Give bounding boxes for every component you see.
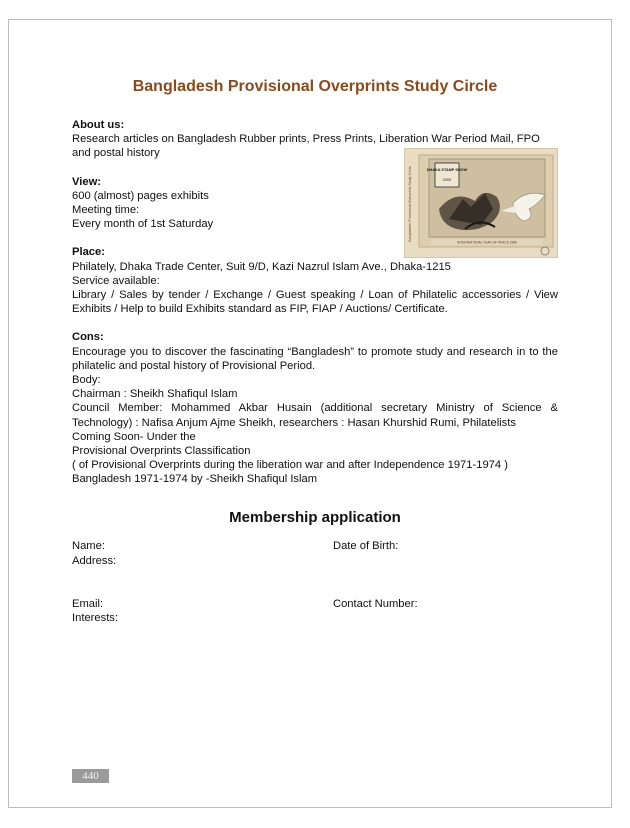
badge-text: DHAKA STAMP SHOW — [426, 168, 468, 172]
stamp-show-badge — [435, 163, 459, 187]
page-title: Bangladesh Provisional Overprints Study Circle — [132, 78, 498, 95]
body-label: Body: — [72, 374, 101, 387]
chairman-line: Chairman : Sheikh Shafiqul Islam — [72, 388, 238, 401]
address-label: Address: — [72, 555, 117, 567]
about-heading: About us: — [72, 119, 125, 131]
view-exhibits: 600 (almost) pages exhibits — [72, 189, 209, 202]
classification-line: Provisional Overprints Classification — [72, 445, 251, 458]
stamp-sheet-illustration — [405, 149, 558, 258]
dob-label: Date of Birth: — [333, 540, 399, 552]
about-text: Research articles on Bangladesh Rubber prints, Press Prints, Liberation War Period Mail, FPO and postal history — [72, 133, 540, 160]
name-label: Name: — [72, 540, 105, 552]
meeting-time-value: Every month of 1st Saturday — [72, 218, 214, 231]
place-address: Philately, Dhaka Trade Center, Suit 9/D, Kazi Nazrul Islam Ave., Dhaka-1215 — [72, 260, 451, 273]
period-line: ( of Provisional Overprints during the liberation war and after Independence 1971-1974 ) — [72, 459, 508, 472]
cons-intro: Encourage you to discover the fascinating “Bangladesh” to promote study and research in to the philatelic and postal history of Provisional Period. — [72, 345, 558, 372]
email-label: Email: — [72, 598, 104, 610]
page-number: 440 — [72, 769, 109, 783]
place-heading: Place: — [72, 246, 105, 259]
services-list: Library / Sales by tender / Exchange / Guest speaking / Loan of Philatelic accessories / View Exhibits / Help to build Exhibits standard as FIP, FIAP / Auctions/ Certificate. — [72, 289, 558, 316]
cons-heading: Cons: — [72, 331, 104, 344]
interests-label: Interests: — [72, 612, 119, 624]
stamp-caption: INTERNATIONAL YEAR OF PEACE 1986 — [457, 240, 517, 245]
view-heading: View: — [72, 175, 102, 188]
stamp-sheet-image — [404, 148, 558, 258]
council-line: Council Member: Mohammed Akbar Husain (additional secretary Ministry of Science & Technology) : Nafisa Anjum Ajme Sheikh, researchers : Hasan Khurshid Rumi, Philatelists — [72, 402, 558, 429]
stamp-side-text: Bangladesh Provisional Overprints Study Circle — [408, 166, 412, 242]
membership-heading: Membership application — [229, 509, 401, 526]
meeting-time-label: Meeting time: — [72, 204, 140, 217]
service-label: Service available: — [72, 274, 160, 287]
book-line: Bangladesh 1971-1974 by -Sheikh Shafiqul Islam — [72, 473, 318, 486]
badge-year: 2009 — [442, 178, 452, 182]
contact-label: Contact Number: — [333, 598, 418, 610]
coming-soon-line: Coming Soon- Under the — [72, 430, 196, 443]
